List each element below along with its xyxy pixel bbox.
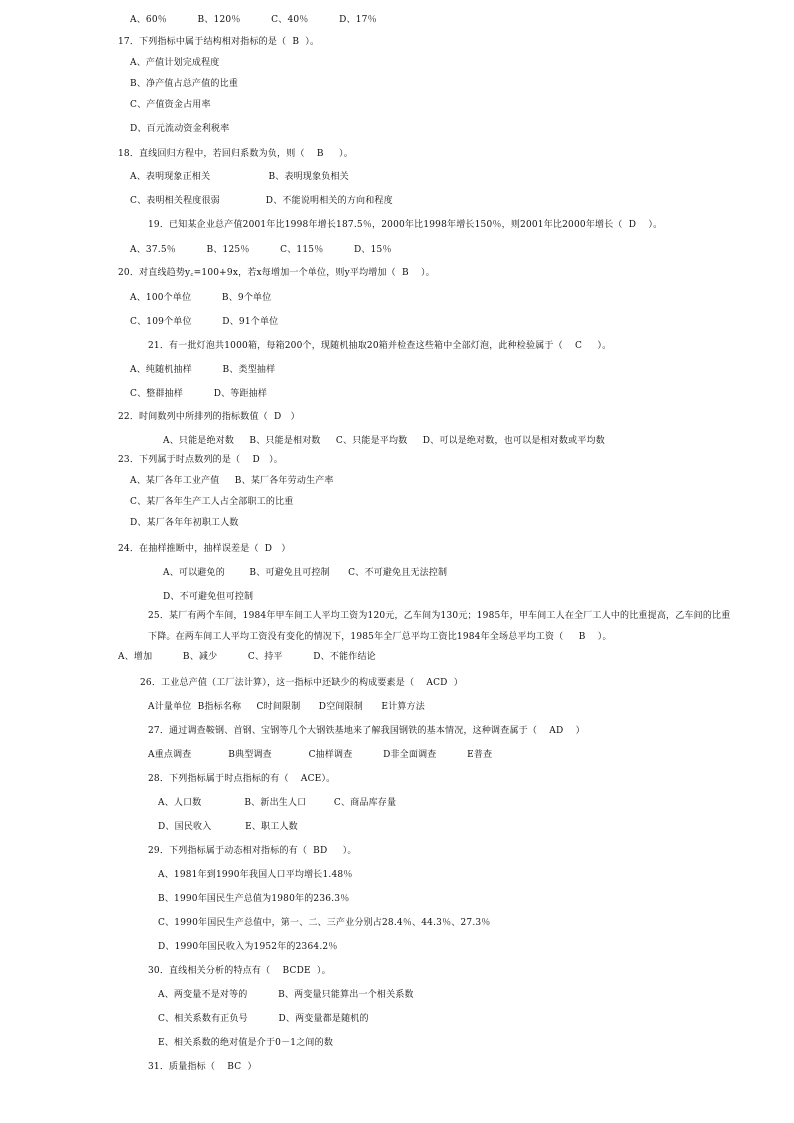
q26-options: A计量单位 B指标名称 C时间限制 D空间限制 E计算方法	[148, 702, 425, 712]
q23-option-d: D、某厂各年年初职工人数	[130, 518, 239, 528]
q18-question: 18．直线回归方程中，若回归系数为负，则（ B ）。	[118, 149, 353, 159]
q22-options: A、只能是绝对数 B、只能是相对数 C、只能是平均数 D、可以是绝对数，也可以是相对数或平均数	[163, 436, 605, 446]
q29-option-a: A、1981年到1990年我国人口平均增长1.48％	[158, 870, 353, 880]
q25-options: A、增加 B、减少 C、持平 D、不能作结论	[118, 652, 376, 662]
q17-question: 17．下列指标中属于结构相对指标的是（ B ）。	[118, 37, 320, 47]
q17-option-c: C、产值资金占用率	[130, 100, 211, 110]
q26-question: 26．工业总产值（工厂法计算），这一指标中还缺少的构成要素是（ ACD ）	[140, 678, 463, 688]
q20-question: 20．对直线趋势y꜀=100+9x，若x每增加一个单位，则y平均增加（ B ）。	[118, 268, 435, 278]
q29-option-c: C、1990年国民生产总值中，第一、二、三产业分别占28.4％、44.3％、27.3％	[158, 918, 491, 928]
q19-options: A、37.5％ B、125％ C、115％ D、15％	[130, 245, 392, 255]
q23-options-ab: A、某厂各年工业产值 B、某厂各年劳动生产率	[130, 476, 334, 486]
q24-question: 24．在抽样推断中，抽样误差是（ D ）	[118, 544, 291, 554]
q21-options-ab: A、纯随机抽样 B、类型抽样	[130, 365, 276, 375]
q29-option-d: D、1990年国民收入为1952年的2364.2％	[158, 942, 338, 952]
q31-question: 31．质量指标（ BC ）	[148, 1062, 257, 1072]
q21-options-cd: C、整群抽样 D、等距抽样	[130, 389, 268, 399]
q23-option-c: C、某厂各年生产工人占全部职工的比重	[130, 497, 294, 507]
q20-options-ab: A、100个单位 B、9个单位	[130, 293, 272, 303]
q23-question: 23．下列属于时点数列的是（ D ）。	[118, 455, 283, 465]
q18-options-ab: A、表明现象正相关 B、表明现象负相关	[130, 172, 349, 182]
q25-question-line1: 25．某厂有两个车间，1984年甲车间工人平均工资为120元，乙车间为130元；1985年，甲车间工人在全厂工人中的比重提高，乙车间的比重	[148, 611, 731, 621]
q20-options-cd: C、109个单位 D、91个单位	[130, 317, 279, 327]
q22-question: 22．时间数列中所排列的指标数值（ D ）	[118, 412, 300, 422]
q24-options-abc: A、可以避免的 B、可避免且可控制 C、不可避免且无法控制	[163, 568, 448, 578]
q28-question: 28．下列指标属于时点指标的有（ ACE）。	[148, 774, 336, 784]
q28-options-de: D、国民收入 E、职工人数	[158, 822, 298, 832]
q28-options-abc: A、人口数 B、新出生人口 C、商品库存量	[158, 798, 397, 808]
q24-option-d: D、不可避免但可控制	[163, 592, 254, 602]
q29-option-b: B、1990年国民生产总值为1980年的236.3％	[158, 894, 350, 904]
q30-option-e: E、相关系数的绝对值是介于0－1之间的数	[158, 1038, 334, 1048]
q19-question: 19．已知某企业总产值2001年比1998年增长187.5％，2000年比1998年增长150％，则2001年比2000年增长（ D ）。	[148, 220, 663, 230]
q30-options-ab: A、两变量不是对等的 B、两变量只能算出一个相关系数	[158, 990, 414, 1000]
q30-question: 30．直线相关分析的特点有（ BCDE ）。	[148, 966, 331, 976]
q27-question: 27．通过调查鞍钢、首钢、宝钢等几个大钢铁基地来了解我国钢铁的基本情况，这种调查属于（ AD ）	[148, 726, 585, 736]
q29-question: 29．下列指标属于动态相对指标的有（ BD ）。	[148, 846, 357, 856]
q25-question-line2: 下降。在两车间工人平均工资没有变化的情况下，1985年全厂总平均工资比1984年全场总平均工资（ B ）。	[148, 632, 612, 642]
q16-options: A、60％ B、120％ C、40％ D、17％	[130, 15, 377, 25]
q30-options-cd: C、相关系数有正负号 D、两变量都是随机的	[158, 1014, 369, 1024]
q17-option-b: B、净产值占总产值的比重	[130, 79, 239, 89]
q21-question: 21．有一批灯泡共1000箱，每箱200个，现随机抽取20箱并检查这些箱中全部灯泡，此种检验属于（ C ）。	[148, 341, 612, 351]
q17-option-a: A、产值计划完成程度	[130, 58, 220, 68]
q18-options-cd: C、表明相关程度很弱 D、不能说明相关的方向和程度	[130, 196, 393, 206]
q27-options: A重点调查 B典型调查 C抽样调查 D非全面调查 E普查	[148, 750, 493, 760]
q17-option-d: D、百元流动资金利税率	[130, 124, 230, 134]
